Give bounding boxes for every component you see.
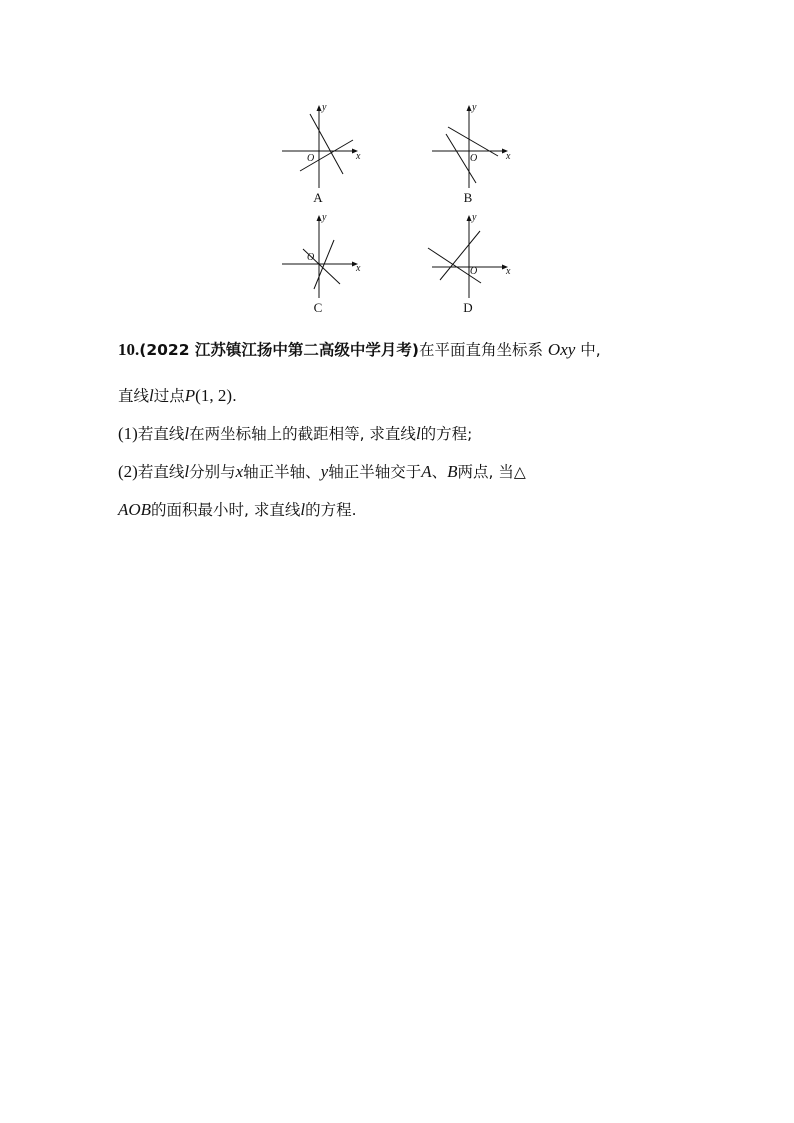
y-axis-label: y [472, 102, 477, 113]
problem-text: 的方程; [420, 425, 473, 443]
problem-line-2 [118, 384, 237, 406]
coordinate-graph-b [432, 104, 514, 188]
triangle-name: AOB [118, 500, 152, 519]
origin-label: O [307, 153, 315, 164]
problem-text: 在平面直角坐标系 [418, 341, 543, 359]
problem-text: 在两坐标轴上的截距相等, 求直线 [189, 425, 416, 443]
problem-text: 若直线 [137, 463, 185, 481]
figure-option-a [282, 104, 382, 212]
problem-text: 轴正半轴、 [243, 463, 321, 481]
coordinate-graph-d [432, 214, 514, 298]
y-axis-label: y [322, 212, 327, 223]
origin-label: O [470, 266, 478, 277]
problem-text: 过点 [153, 387, 185, 405]
problem-text: 分别与 [189, 463, 236, 481]
x-axis-label: x [506, 151, 511, 162]
x-axis-label: x [356, 151, 361, 162]
math-var-l: l [184, 424, 190, 443]
problem-text: 轴正半轴交于 [328, 463, 422, 481]
option-label: C [313, 300, 323, 315]
math-point-a: A [421, 462, 432, 481]
option-label: A [313, 190, 323, 205]
option-label: B [463, 190, 473, 205]
math-point-b: B [447, 462, 458, 481]
point-coordinates: (1, 2) [195, 386, 232, 405]
figure-option-d [432, 214, 532, 322]
y-axis-label: y [322, 102, 327, 113]
coordinate-graph-a [282, 104, 364, 188]
math-var-l: l [300, 500, 306, 519]
math-var-l: l [415, 424, 421, 443]
x-axis-label: x [506, 266, 511, 277]
math-point-p: P [184, 386, 196, 405]
coord-system-name: Oxy [547, 340, 576, 359]
origin-label: O [307, 252, 315, 263]
x-axis-label: x [356, 263, 361, 274]
problem-text: 的方程. [305, 501, 357, 519]
problem-text: 直线 [118, 387, 150, 405]
figure-option-c [282, 214, 382, 322]
option-label: D [463, 300, 473, 315]
part-2 [118, 460, 526, 482]
math-var-x: x [235, 462, 244, 481]
part-number: (2) [118, 462, 138, 481]
math-var-l: l [184, 462, 190, 481]
y-axis-label: y [472, 212, 477, 223]
origin-label: O [470, 153, 478, 164]
math-var-l: l [149, 386, 154, 405]
problem-text: 若直线 [137, 425, 185, 443]
problem-line-1 [118, 338, 601, 360]
problem-text: 、 [431, 463, 448, 481]
part-2-continued [118, 498, 357, 520]
math-var-y: y [320, 462, 329, 481]
problem-text: 两点, 当△ [457, 463, 526, 481]
problem-text: 的面积最小时, 求直线 [151, 501, 301, 519]
problem-source: (2022 江苏镇江扬中第二高级中学月考) [139, 341, 419, 359]
part-1 [118, 422, 472, 444]
figure-option-b [432, 104, 532, 212]
part-number: (1) [118, 424, 138, 443]
problem-number: 10. [118, 340, 140, 359]
coordinate-graph-c [282, 214, 364, 298]
problem-text: . [231, 387, 237, 405]
problem-text: 中, [580, 341, 601, 359]
